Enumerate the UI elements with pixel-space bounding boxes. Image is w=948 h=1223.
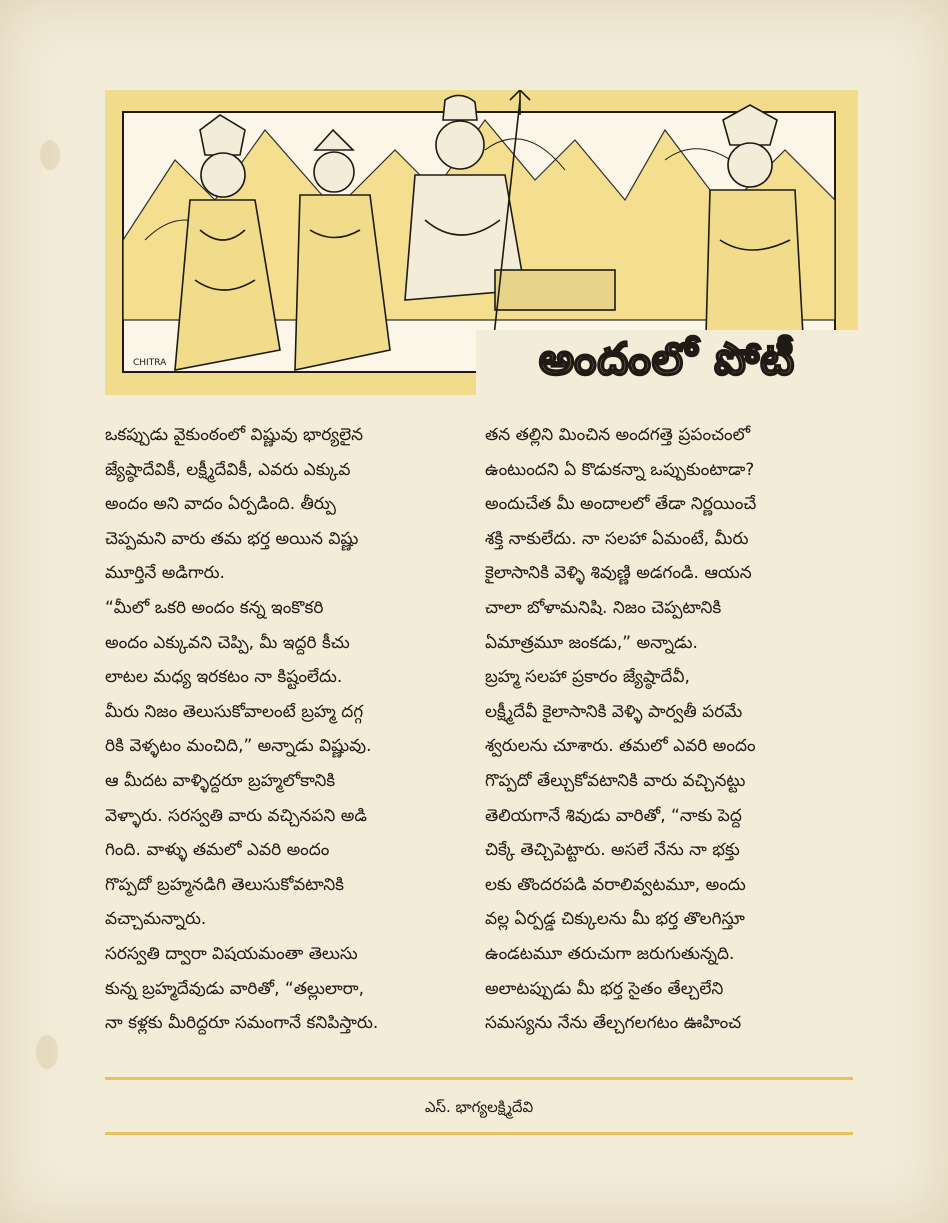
text-line: అలాటప్పుడు మీ భర్త సైతం తేల్చలేని bbox=[485, 978, 724, 999]
text-line: చాలా బోళామనిషి. నిజం చెప్పటానికి bbox=[485, 597, 722, 618]
text-line: అందం ఎక్కువని చెప్పి, మీ ఇద్దరి కీచు bbox=[105, 632, 350, 653]
text-line: తెలియగానే శివుడు వారితో, “నాకు పెద్ద bbox=[485, 805, 742, 826]
text-line: మీరు నిజం తెలుసుకోవాలంటే బ్రహ్మ దగ్గ bbox=[105, 701, 364, 722]
byline-rule-top bbox=[105, 1077, 853, 1080]
right-text-column bbox=[485, 418, 847, 1041]
text-line: వచ్చామన్నారు. bbox=[105, 909, 207, 930]
text-line: కైలాసానికి వెళ్ళి శివుణ్ణి అడగండి. ఆయన bbox=[485, 563, 752, 584]
page-smudge bbox=[36, 1035, 58, 1069]
page-smudge bbox=[40, 140, 60, 170]
text-line: జ్యేష్ఠాదేవికీ, లక్ష్మీదేవికీ, ఎవరు ఎక్కువ bbox=[105, 459, 351, 480]
article-title: అందంలో పోటీ bbox=[476, 330, 858, 400]
text-line: ఒకప్పుడు వైకుంఠంలో విష్ణువు భార్యలైన bbox=[105, 425, 364, 445]
text-line: శ్వరులను చూశారు. తమలో ఎవరి అందం bbox=[485, 736, 756, 757]
text-line: అందుచేత మీ అందాలలో తేడా నిర్ణయించే bbox=[485, 494, 757, 515]
text-line: తన తల్లిని మించిన అందగత్తె ప్రపంచంలో bbox=[485, 425, 751, 445]
text-line: ఏమాత్రమూ జంకడు,” అన్నాడు. bbox=[485, 632, 698, 653]
text-line: రికి వెళ్ళటం మంచిది,” అన్నాడు విష్ణువు. bbox=[105, 736, 372, 757]
text-line: కున్న బ్రహ్మదేవుడు వారితో, “తల్లులారా, bbox=[105, 978, 365, 999]
text-line: శక్తి నాకులేదు. నా సలహా ఏమంటే, మీరు bbox=[485, 528, 749, 549]
text-line: బ్రహ్మ సలహా ప్రకారం జ్యేష్ఠాదేవీ, bbox=[485, 667, 690, 688]
text-line: లాటల మధ్య ఇరకటం నా కిష్టంలేదు. bbox=[105, 667, 343, 688]
text-line: నా కళ్లకు మీరిద్దరూ సమంగానే కనిపిస్తారు. bbox=[105, 1013, 379, 1034]
left-text-column bbox=[105, 418, 467, 1041]
text-line: మూర్తినే అడిగారు. bbox=[105, 563, 225, 584]
text-line: గింది. వాళ్ళు తమలో ఎవరి అందం bbox=[105, 840, 330, 861]
text-line: “మీలో ఒకరి అందం కన్న ఇంకొకరి bbox=[105, 597, 324, 618]
text-line: అందం అని వాదం ఏర్పడింది. తీర్పు bbox=[105, 494, 336, 515]
text-line: లకు తొందరపడి వరాలివ్వటమూ, అందు bbox=[485, 874, 746, 895]
text-line: గొప్పదో బ్రహ్మనడిగి తెలుసుకోవటానికి bbox=[105, 874, 345, 895]
text-line: గొప్పదో తేల్చుకోవటానికి వారు వచ్చినట్టు bbox=[485, 770, 746, 791]
text-line: ఉంటుందని ఏ కొడుకన్నా ఒప్పుకుంటాడా? bbox=[485, 459, 755, 480]
byline-rule-bottom bbox=[105, 1132, 853, 1135]
text-line: చిక్కే తెచ్చిపెట్టారు. అసలే నేను నా భక్తు bbox=[485, 840, 740, 861]
text-line: వెళ్ళారు. సరస్వతి వారు వచ్చినపని అడి bbox=[105, 805, 367, 826]
artist-signature: CHITRA bbox=[133, 358, 167, 368]
text-line: ఆ మీదట వాళ్ళిద్దరూ బ్రహ్మలోకానికి bbox=[105, 770, 336, 791]
text-line: సరస్వతి ద్వారా విషయమంతా తెలుసు bbox=[105, 943, 358, 964]
text-line: చెప్పమని వారు తమ భర్త అయిన విష్ణు bbox=[105, 528, 359, 549]
text-line: వల్ల ఏర్పడ్డ చిక్కులను మీ భర్త తొలగిస్తూ bbox=[485, 909, 745, 930]
text-line: ఉండటమూ తరుచుగా జరుగుతున్నది. bbox=[485, 943, 735, 964]
text-line: లక్ష్మీదేవీ కైలాసానికి వెళ్ళి పార్వతీ పరమే bbox=[485, 701, 743, 722]
author-byline: ఎస్. భాగ్యలక్ష్మిదేవి bbox=[424, 1098, 534, 1116]
text-line: సమస్యను నేను తేల్చగలగటం ఊహించ bbox=[485, 1013, 742, 1034]
